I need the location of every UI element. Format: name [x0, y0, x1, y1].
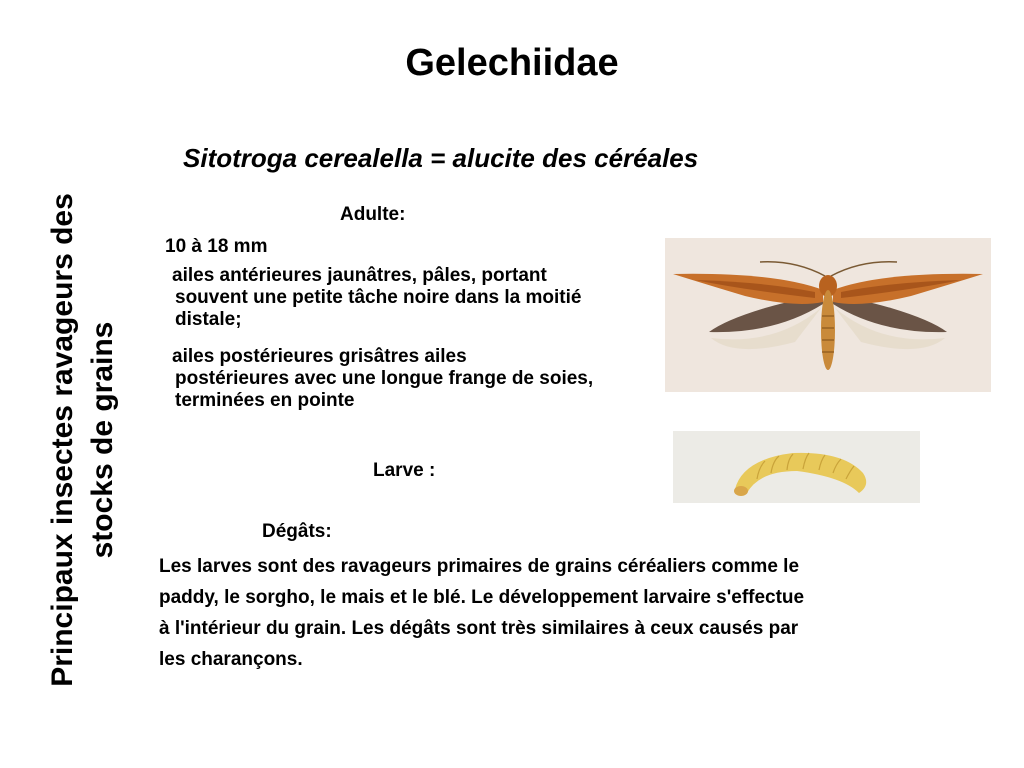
larva-illustration-icon: [673, 431, 920, 503]
side-title: Principaux insectes ravageurs des stocks de grains: [46, 193, 119, 687]
hindwings-continuation: postérieures avec une longue frange de soies, terminées en pointe: [175, 368, 594, 411]
species-subtitle: Sitotroga cerealella = alucite des céréales: [183, 143, 699, 173]
hindwings-first-line: ailes postérieures grisâtres ailes: [172, 346, 467, 367]
moth-illustration-icon: [665, 238, 991, 392]
adult-heading: Adulte:: [340, 204, 406, 225]
adult-size: 10 à 18 mm: [165, 236, 268, 257]
hindwings-description: [172, 346, 622, 412]
slide-title: Gelechiidae: [405, 42, 619, 84]
larva-heading: Larve :: [373, 460, 436, 481]
damage-heading: Dégâts:: [262, 521, 332, 542]
damage-description: Les larves sont des ravageurs primaires de grains céréaliers comme le paddy, le sorgho, le mais et le blé. Le développement larvaire s'effectue à l'intérieur du grain. Les dégâts sont très similaires à ceux causés par les charançons.: [159, 556, 805, 670]
forewings-continuation: souvent une petite tâche noire dans la moitié distale;: [175, 287, 582, 330]
forewings-description: [172, 265, 622, 331]
forewings-first-line: ailes antérieures jaunâtres, pâles, portant: [172, 265, 547, 286]
